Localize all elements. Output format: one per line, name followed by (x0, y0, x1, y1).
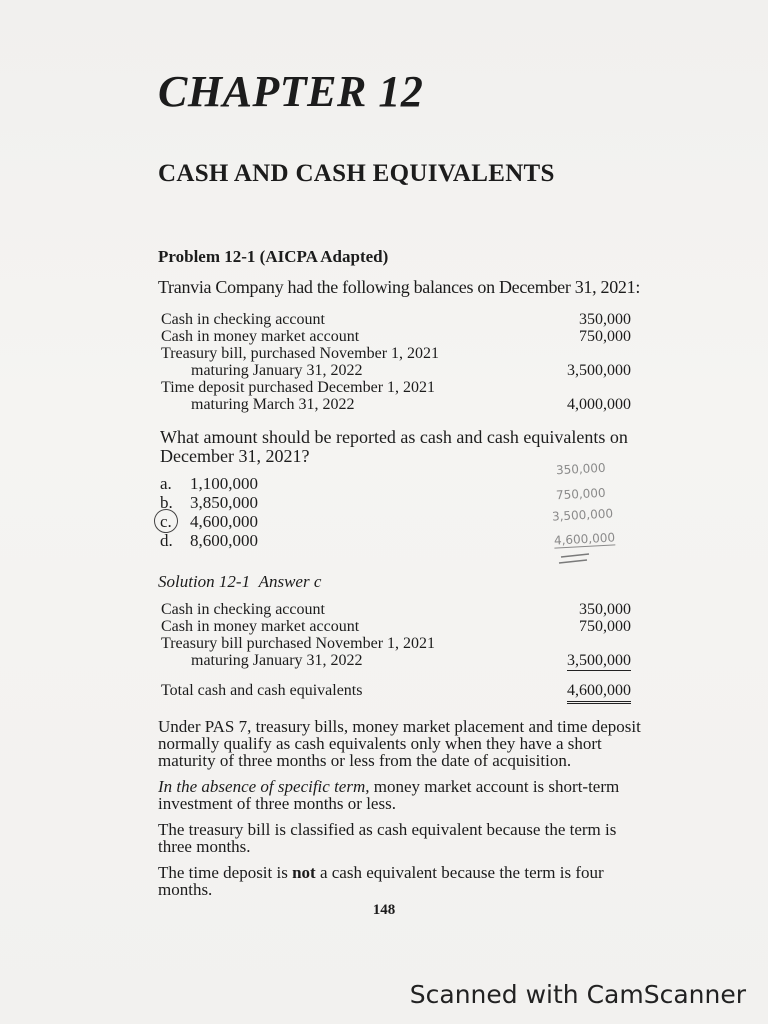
row-label: Time deposit purchased December 1, 2021 (161, 379, 436, 396)
choice-letter: d. (160, 531, 173, 550)
choice-letter: c. (160, 512, 172, 531)
row-label: Cash in checking account (161, 601, 325, 618)
solution-title: Solution 12-1 (158, 572, 251, 591)
choice-value: 4,600,000 (190, 512, 258, 531)
total-amount: 4,600,000 (567, 682, 631, 704)
row-amount: 350,000 (579, 311, 631, 328)
paragraph-text: The time deposit is (158, 863, 293, 882)
row-label: Treasury bill, purchased November 1, 2021 (161, 345, 440, 362)
table-row (161, 652, 637, 682)
row-amount: 750,000 (579, 618, 631, 635)
row-amount: 3,500,000 (567, 652, 631, 669)
row-amount: 3,500,000 (567, 362, 631, 379)
solution-heading (158, 572, 321, 592)
choice-letter: b. (160, 493, 173, 512)
handwritten-note: 750,000 (555, 485, 606, 503)
total-row (161, 682, 637, 699)
table-row (161, 379, 637, 396)
choice-value: 8,600,000 (190, 531, 258, 550)
row-label: Treasury bill purchased November 1, 2021 (161, 635, 436, 652)
row-label: Cash in money market account (161, 328, 360, 345)
choice-letter: a. (160, 474, 172, 493)
italic-phrase: In the absence of specific term, (158, 777, 370, 796)
paragraph-money-market (158, 778, 648, 812)
total-label: Total cash and cash equivalents (161, 682, 363, 699)
row-amount: 4,000,000 (567, 396, 631, 413)
row-label: maturing March 31, 2022 (191, 396, 355, 413)
handwritten-double-underline-mark (555, 552, 595, 566)
table-row (161, 328, 637, 345)
paragraph-pas7: Under PAS 7, treasury bills, money market placement and time deposit normally qualify as cash equivalents only when they have a short maturity of three months or less from the date of acquisition. (158, 717, 641, 770)
table-row (161, 311, 637, 328)
bold-word: not (292, 863, 316, 882)
row-label: Cash in checking account (161, 311, 325, 328)
choice-c (160, 512, 258, 531)
problem-question: What amount should be reported as cash and cash equivalents on December 31, 2021? (160, 427, 628, 466)
row-amount: 350,000 (579, 601, 631, 618)
handwritten-note: 4,600,000 (553, 530, 616, 548)
row-label: maturing January 31, 2022 (191, 362, 363, 379)
solution-table (161, 601, 637, 699)
paragraph-text: a cash equivalent because the term is four months. (158, 863, 604, 899)
table-row (161, 345, 637, 362)
handwritten-note: 3,500,000 (551, 506, 614, 524)
row-label: Cash in money market account (161, 618, 360, 635)
choice-b (160, 493, 258, 512)
problem-balances-table (161, 311, 637, 413)
problem-heading: Problem 12-1 (AICPA Adapted) (158, 247, 389, 266)
row-label: maturing January 31, 2022 (191, 652, 363, 669)
table-row (161, 362, 637, 379)
paragraph-treasury-bill: The treasury bill is classified as cash equivalent because the term is three months. (158, 820, 617, 856)
problem-intro: Tranvia Company had the following balances on December 31, 2021: (158, 277, 641, 297)
paragraph-text: money market account is short-term investment of three months or less. (158, 777, 620, 813)
table-row (161, 601, 637, 618)
choice-value: 1,100,000 (190, 474, 258, 493)
handwritten-note: 350,000 (555, 460, 606, 478)
answer-choices (160, 474, 258, 550)
camscanner-watermark: Scanned with CamScanner (409, 980, 746, 1009)
table-row (161, 618, 637, 635)
page-number: 148 (372, 902, 396, 918)
choice-value: 3,850,000 (190, 493, 258, 512)
table-row (161, 396, 637, 413)
chapter-heading: CHAPTER 12 (158, 67, 424, 116)
chapter-title: CASH AND CASH EQUIVALENTS (158, 160, 555, 187)
paragraph-time-deposit (158, 864, 648, 898)
choice-d (160, 531, 258, 550)
table-row (161, 635, 637, 652)
row-amount: 750,000 (579, 328, 631, 345)
solution-answer: Answer c (258, 572, 322, 591)
choice-a (160, 474, 258, 493)
